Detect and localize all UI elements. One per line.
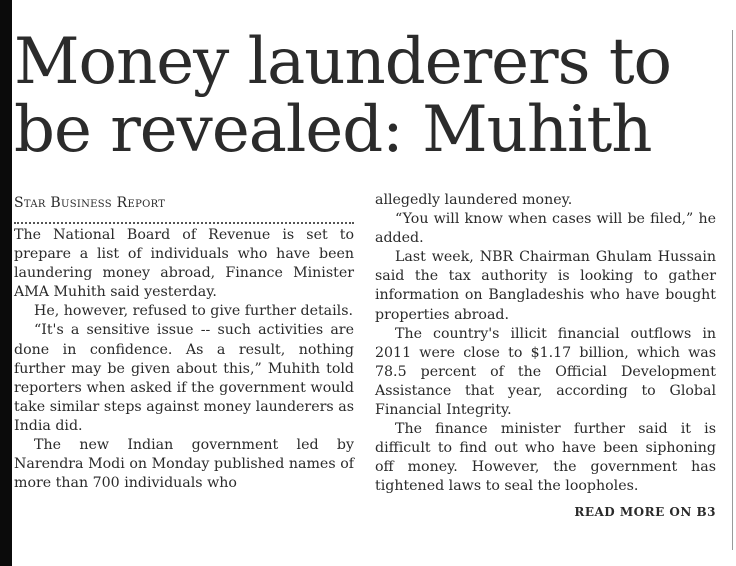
read-more-link[interactable]: READ MORE ON B3 (574, 504, 716, 519)
article-column-right (375, 191, 716, 522)
headline-line-2: be revealed: Muhith (14, 93, 652, 167)
paragraph-1: The National Board of Revenue is set to prepare a list of individuals who have been laundering money abroad, Finance Minister AMA Muhith said yesterday. (14, 227, 354, 301)
paragraph-7: The country's illicit financial outflows in 2011 were close to $1.17 billion, which was 78.5 percent of the Official Development Assistance that year, according to Global Financial Integrity. (375, 325, 716, 419)
paragraph-8: The finance minister further said it is difficult to find out who have been siphoning off money. However, the government has tightened laws to seal the loopholes. (375, 421, 716, 495)
article-column-left (14, 194, 354, 493)
paragraph-4: The new Indian government led by Narendra Modi on Monday published names of more than 700 individuals who (14, 437, 354, 492)
byline: Star Business Report (14, 194, 354, 224)
headline-line-1: Money launderers to (14, 25, 672, 99)
left-border-bar (0, 0, 12, 566)
article-headline (14, 25, 730, 167)
paragraph-continued: allegedly laundered money. (375, 192, 573, 208)
paragraph-2: He, however, refused to give further details. (34, 303, 353, 320)
paragraph-5: “You will know when cases will be filed,” he added. (375, 211, 716, 247)
paragraph-6: Last week, NBR Chairman Ghulam Hussain said the tax authority is looking to gather information on Bangladeshis who have bought properties abroad. (375, 249, 716, 323)
paragraph-3: “It's a sensitive issue -- such activities are done in confidence. As a result, nothing further may be given about this,” Muhith told reporters when asked if the government would take similar steps against money launderers as India did. (14, 322, 354, 434)
column-divider-rule (732, 30, 733, 550)
